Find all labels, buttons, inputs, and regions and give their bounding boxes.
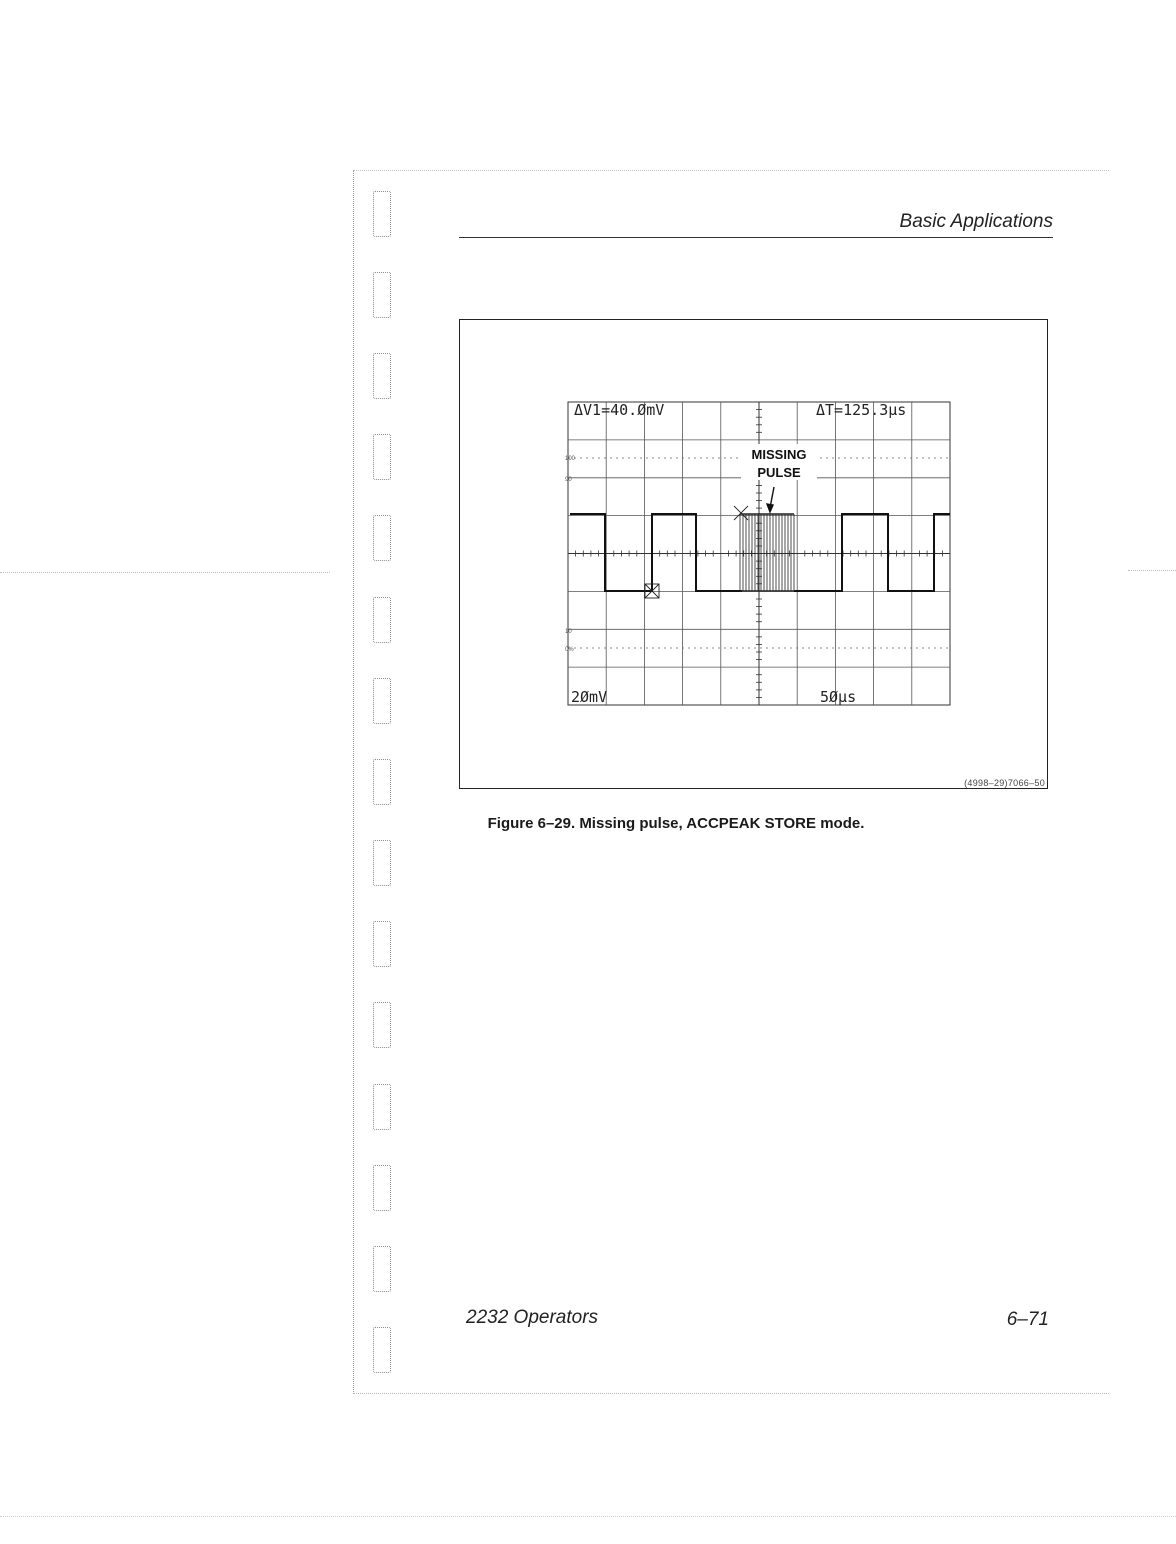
graticule-mark-90: 90 — [565, 477, 572, 483]
binder-hole — [373, 921, 391, 967]
missing-pulse-label: MISSING — [751, 447, 807, 462]
signal-trace — [570, 514, 742, 591]
header-rule — [459, 237, 1053, 238]
cursor-marker-x — [734, 506, 748, 520]
missing-pulse-envelope — [740, 514, 794, 591]
figure-reference-code: (4998–29)7066–50 — [964, 778, 1045, 788]
binder-hole — [373, 759, 391, 805]
missing-pulse-arrow — [767, 487, 774, 512]
oscilloscope-display — [566, 400, 952, 707]
binder-hole — [373, 840, 391, 886]
binder-hole — [373, 1327, 391, 1373]
signal-trace — [794, 514, 950, 591]
manual-title: 2232 Operators — [466, 1307, 599, 1328]
delta-v-readout: ΔV1=40.ØmV — [574, 401, 665, 419]
binder-hole — [373, 1002, 391, 1048]
binder-hole — [373, 191, 391, 237]
binder-hole — [373, 1084, 391, 1130]
binder-hole — [373, 678, 391, 724]
binder-hole — [373, 597, 391, 643]
scan-artifact-line — [0, 572, 330, 573]
binder-hole — [373, 1165, 391, 1211]
time-per-div-readout: 5Øμs — [820, 688, 857, 706]
signal-trace — [570, 514, 740, 591]
graticule-mark-100: 100 — [565, 456, 576, 462]
volts-per-div-readout: 2ØmV — [571, 688, 608, 706]
binder-hole — [373, 353, 391, 399]
page-number: 6–71 — [1006, 1309, 1049, 1330]
figure-caption: Figure 6–29. Missing pulse, ACCPEAK STORE mode. — [487, 815, 865, 832]
scan-artifact-line — [0, 1516, 1176, 1517]
delta-t-readout: ΔT=125.3μs — [816, 401, 907, 419]
section-title: Basic Applications — [899, 211, 1053, 232]
binder-hole — [373, 1246, 391, 1292]
binder-hole — [373, 515, 391, 561]
graticule-mark-10: 10 — [565, 629, 572, 635]
binder-hole — [373, 272, 391, 318]
scan-artifact-line — [1128, 570, 1176, 571]
graticule-mark-0: 0% — [565, 647, 574, 653]
missing-pulse-label: PULSE — [757, 465, 801, 480]
binder-hole — [373, 434, 391, 480]
